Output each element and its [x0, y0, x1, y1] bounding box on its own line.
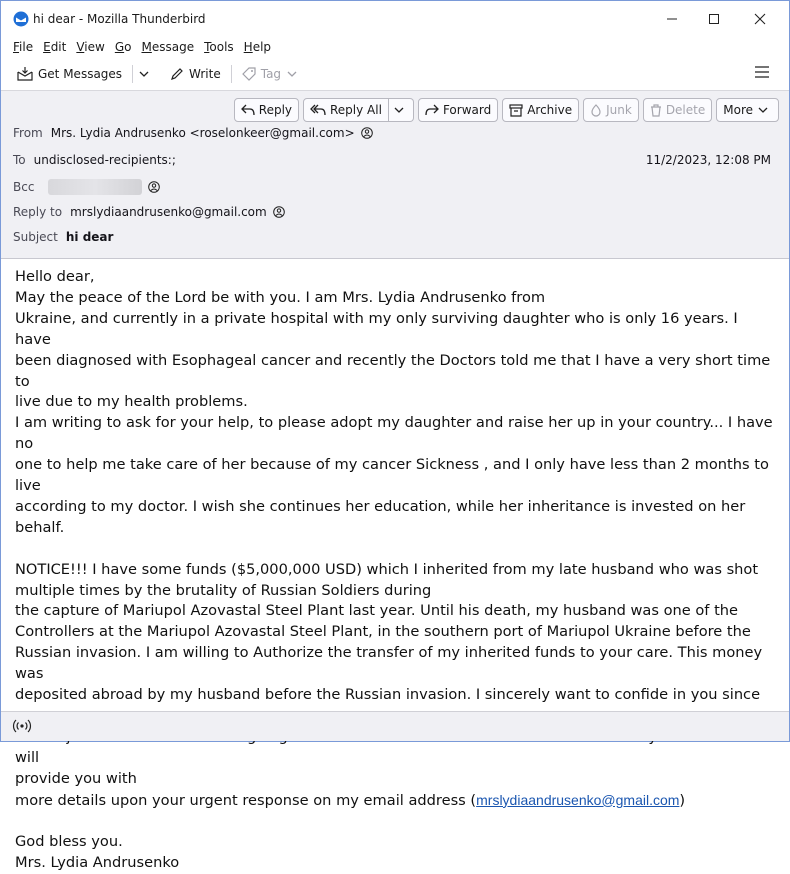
menu-tools-accel: T: [204, 40, 210, 54]
body-line: May the peace of the Lord be with you. I am Mrs. Lydia Andrusenko from: [15, 288, 546, 306]
menu-file-accel: F: [13, 40, 20, 54]
menu-tools-label: ools: [209, 40, 234, 54]
add-contact-icon[interactable]: [361, 127, 373, 139]
subject-label: Subject: [13, 230, 58, 244]
reply-all-split: [303, 98, 414, 122]
menu-tools[interactable]: [204, 40, 234, 54]
flame-icon: [590, 104, 602, 117]
reply-button[interactable]: [234, 98, 299, 122]
minimize-icon: [667, 14, 677, 24]
body-line: Ukraine, and currently in a private hospital with my only surviving daughter who is only 16 years. I have: [15, 309, 738, 348]
menu-message-accel: M: [141, 40, 152, 54]
body-line: provide you with: [15, 769, 137, 787]
from-row: [13, 126, 373, 140]
menu-help-label: elp: [252, 40, 272, 54]
message-body: [1, 259, 789, 872]
body-text: ): [679, 791, 686, 809]
add-contact-icon[interactable]: [148, 181, 160, 193]
junk-button[interactable]: [583, 98, 639, 122]
bcc-row: [13, 179, 160, 195]
tag-icon: [242, 67, 256, 81]
body-line: Hello dear,: [15, 268, 95, 285]
write-button[interactable]: [164, 62, 227, 86]
email-link[interactable]: mrslydiaandrusenko@gmail.com: [476, 791, 680, 808]
menu-help[interactable]: [244, 40, 271, 54]
junk-label: Junk: [606, 103, 632, 117]
menu-message[interactable]: [141, 40, 194, 54]
closing-line: God bless you.: [15, 833, 123, 851]
body-line: I am writing to ask for your help, to please adopt my daughter and raise her up in your country... I have no: [15, 414, 773, 453]
chevron-down-icon: [758, 106, 768, 114]
menu-file-label: ile: [19, 40, 34, 54]
download-mail-icon: [17, 67, 33, 81]
forward-icon: [425, 104, 439, 116]
from-value[interactable]: Mrs. Lydia Andrusenko <roselonkeer@gmail.com>: [50, 126, 355, 140]
menu-view[interactable]: [76, 40, 104, 54]
body-line: according to my doctor. I wish she continues her education, while her inheritance is invested on her behalf.: [15, 497, 746, 536]
menu-go-accel: G: [114, 40, 125, 54]
body-line: NOTICE!!! I have some funds ($5,000,000 USD) which I inherited from my late husband who was shot: [15, 560, 759, 578]
delete-button[interactable]: [643, 98, 712, 122]
write-label: Write: [189, 66, 221, 81]
reply-all-label: Reply All: [330, 103, 382, 117]
reply-all-dropdown[interactable]: [389, 98, 414, 122]
get-messages-dropdown[interactable]: [137, 62, 156, 86]
reply-label: Reply: [258, 103, 292, 117]
reply-all-button[interactable]: [303, 98, 389, 122]
close-window-button[interactable]: [737, 1, 783, 37]
subject-text: hi dear: [65, 230, 114, 244]
tag-label: Tag: [260, 66, 282, 81]
bcc-label: Bcc: [13, 180, 35, 194]
body-text: more details upon your urgent response on my email address (: [15, 791, 477, 809]
menu-help-accel: H: [243, 40, 253, 54]
message-header: [1, 91, 789, 259]
thunderbird-logo-icon: [13, 11, 29, 27]
menu-go-label: o: [124, 40, 132, 54]
more-button[interactable]: [716, 98, 779, 122]
blank-line: [15, 812, 775, 833]
window-title: hi dear - Mozilla Thunderbird: [33, 12, 206, 26]
menu-message-label: essage: [151, 40, 195, 54]
toolbar-separator: [231, 65, 232, 83]
reply-to-value[interactable]: mrslydiaandrusenko@gmail.com: [70, 205, 267, 219]
forward-button[interactable]: [418, 98, 498, 122]
minimize-button[interactable]: [649, 1, 695, 37]
body-line: been diagnosed with Esophageal cancer and recently the Doctors told me that I have a very short time to: [15, 351, 771, 390]
menu-edit-label: dit: [50, 40, 67, 54]
archive-icon: [509, 104, 523, 117]
to-value: undisclosed-recipients:;: [33, 153, 176, 167]
menu-view-accel: V: [76, 40, 85, 54]
body-line: multiple times by the brutality of Russian Soldiers during: [15, 581, 432, 599]
chevron-down-icon: [394, 106, 404, 114]
maximize-icon: [709, 14, 719, 24]
subject-value: [66, 230, 114, 244]
menu-edit-accel: E: [43, 40, 51, 54]
main-toolbar: [1, 57, 789, 91]
reply-to-label: Reply to: [13, 205, 63, 219]
body-line: Controllers at the Mariupol Azovastal Steel Plant, in the southern port of Mariupol Ukraine before the: [15, 623, 751, 641]
message-actions: [234, 98, 779, 122]
menu-edit[interactable]: [43, 40, 66, 54]
forward-label: Forward: [442, 103, 492, 117]
signature-line: Mrs. Lydia Andrusenko: [15, 854, 180, 872]
body-line: live due to my health problems.: [15, 393, 248, 411]
redacted-bcc-address: [48, 179, 142, 195]
subject-row: [13, 230, 113, 244]
app-menu-icon[interactable]: [755, 66, 769, 78]
body-line-with-link: [15, 790, 775, 812]
to-row: [13, 153, 176, 167]
status-bar: [1, 711, 789, 741]
tag-button[interactable]: [236, 62, 308, 86]
menu-file[interactable]: [13, 40, 33, 54]
body-line: will: [15, 748, 40, 766]
add-contact-icon[interactable]: [273, 206, 285, 218]
trash-icon: [650, 104, 662, 117]
reply-to-row: [13, 205, 285, 219]
get-messages-label: Get Messages: [38, 66, 123, 81]
close-icon: [755, 14, 765, 24]
reply-icon: [241, 104, 255, 116]
get-messages-button[interactable]: [11, 62, 128, 86]
maximize-button[interactable]: [691, 1, 737, 37]
blank-line: [15, 539, 775, 560]
archive-button[interactable]: [502, 98, 579, 122]
pencil-icon: [170, 67, 184, 81]
message-date: 11/2/2023, 12:08 PM: [645, 153, 771, 167]
toolbar-separator: [132, 65, 133, 83]
reply-all-icon: [310, 104, 326, 116]
title-bar: [1, 1, 789, 37]
more-label: More: [723, 103, 753, 117]
body-line: one to help me take care of her because of my cancer Sickness , and I only have less than 2 months to live: [15, 456, 769, 495]
body-line: deposited abroad by my husband before the Russian invasion. I sincerely want to confide in you since: [15, 686, 761, 704]
menu-bar: [1, 37, 789, 57]
menu-go[interactable]: [115, 40, 132, 54]
from-label: From: [13, 126, 43, 140]
menu-view-label: iew: [84, 40, 105, 54]
chevron-down-icon: [139, 70, 149, 78]
archive-label: Archive: [527, 103, 573, 117]
to-label: To: [13, 153, 26, 167]
delete-label: Delete: [665, 103, 706, 117]
body-line: Russian invasion. I am willing to Authorize the transfer of my inherited funds to your care. This money was: [15, 644, 763, 683]
body-line: the capture of Mariupol Azovastal Steel Plant last year. Until his death, my husband was one of the: [15, 602, 739, 620]
chevron-down-icon: [287, 70, 297, 78]
activity-broadcast-icon[interactable]: [13, 718, 31, 734]
